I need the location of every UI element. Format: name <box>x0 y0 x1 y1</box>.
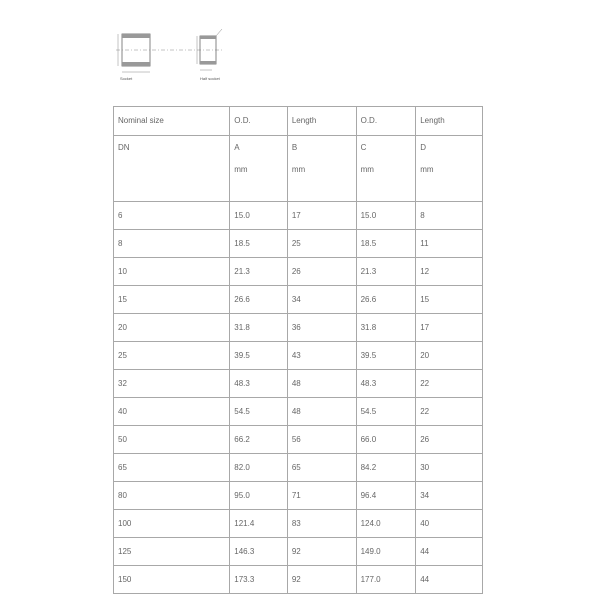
table-row <box>114 454 483 482</box>
table-cell: 26 <box>287 258 356 286</box>
table-cell: 82.0 <box>230 454 288 482</box>
table-cell: 17 <box>287 202 356 230</box>
table-cell: 30 <box>416 454 483 482</box>
table-row <box>114 398 483 426</box>
table-cell: 92 <box>287 538 356 566</box>
table-cell: 96.4 <box>356 482 416 510</box>
table-cell: 12 <box>416 258 483 286</box>
table-cell: 39.5 <box>356 342 416 370</box>
table-cell: 31.8 <box>230 314 288 342</box>
table-cell: 121.4 <box>230 510 288 538</box>
table-cell: 125 <box>114 538 230 566</box>
table-cell: 18.5 <box>356 230 416 258</box>
table-cell: 124.0 <box>356 510 416 538</box>
table-cell: 17 <box>416 314 483 342</box>
table-row <box>114 426 483 454</box>
table-cell: 48.3 <box>356 370 416 398</box>
table-cell: 32 <box>114 370 230 398</box>
table-row <box>114 258 483 286</box>
table-cell: 25 <box>287 230 356 258</box>
table-cell: 31.8 <box>356 314 416 342</box>
table-cell: 40 <box>416 510 483 538</box>
header-row <box>114 107 483 136</box>
units-row <box>114 136 483 202</box>
table-cell: 177.0 <box>356 566 416 594</box>
table-cell: 22 <box>416 398 483 426</box>
socket-caption: Socket <box>120 76 133 81</box>
table-row <box>114 370 483 398</box>
table-cell: 48 <box>287 370 356 398</box>
table-cell: 25 <box>114 342 230 370</box>
table-cell: 20 <box>416 342 483 370</box>
table-cell: 173.3 <box>230 566 288 594</box>
dimensions-table <box>113 106 483 594</box>
table-cell: 26 <box>416 426 483 454</box>
table-cell: 95.0 <box>230 482 288 510</box>
table-cell: 34 <box>287 286 356 314</box>
table-cell: 18.5 <box>230 230 288 258</box>
table-cell: 36 <box>287 314 356 342</box>
table-cell: 66.0 <box>356 426 416 454</box>
header-cell: O.D. <box>356 107 416 136</box>
table-cell: 44 <box>416 538 483 566</box>
table-row <box>114 286 483 314</box>
socket-diagram-icon <box>112 28 232 82</box>
table-cell: 15.0 <box>230 202 288 230</box>
table-row <box>114 538 483 566</box>
table-cell: 8 <box>114 230 230 258</box>
units-cell: A mm <box>230 136 288 202</box>
table-cell: 65 <box>287 454 356 482</box>
header-cell: O.D. <box>230 107 288 136</box>
table-cell: 65 <box>114 454 230 482</box>
table-cell: 15 <box>114 286 230 314</box>
table-cell: 15 <box>416 286 483 314</box>
units-cell: DN <box>114 136 230 202</box>
header-cell: Length <box>416 107 483 136</box>
table-cell: 80 <box>114 482 230 510</box>
table-cell: 21.3 <box>230 258 288 286</box>
table-cell: 11 <box>416 230 483 258</box>
table-row <box>114 342 483 370</box>
table-cell: 39.5 <box>230 342 288 370</box>
table-row <box>114 314 483 342</box>
header-cell: Length <box>287 107 356 136</box>
table-cell: 44 <box>416 566 483 594</box>
table-cell: 66.2 <box>230 426 288 454</box>
table-cell: 71 <box>287 482 356 510</box>
table-cell: 149.0 <box>356 538 416 566</box>
table-cell: 50 <box>114 426 230 454</box>
table-row <box>114 202 483 230</box>
table-cell: 6 <box>114 202 230 230</box>
table-row <box>114 510 483 538</box>
table-cell: 92 <box>287 566 356 594</box>
units-cell: B mm <box>287 136 356 202</box>
table-cell: 150 <box>114 566 230 594</box>
table-cell: 26.6 <box>356 286 416 314</box>
socket-drawing <box>112 28 232 82</box>
table-cell: 21.3 <box>356 258 416 286</box>
table-cell: 48.3 <box>230 370 288 398</box>
table-cell: 43 <box>287 342 356 370</box>
table-cell: 100 <box>114 510 230 538</box>
table-cell: 34 <box>416 482 483 510</box>
table-cell: 54.5 <box>356 398 416 426</box>
units-cell: C mm <box>356 136 416 202</box>
table-row <box>114 482 483 510</box>
table-cell: 10 <box>114 258 230 286</box>
table-cell: 22 <box>416 370 483 398</box>
table-row <box>114 566 483 594</box>
table-row <box>114 230 483 258</box>
table-cell: 83 <box>287 510 356 538</box>
table-cell: 26.6 <box>230 286 288 314</box>
half-socket-caption: Half socket <box>200 76 220 81</box>
table-cell: 20 <box>114 314 230 342</box>
table-cell: 54.5 <box>230 398 288 426</box>
table-cell: 48 <box>287 398 356 426</box>
table-cell: 146.3 <box>230 538 288 566</box>
table-cell: 40 <box>114 398 230 426</box>
header-cell: Nominal size <box>114 107 230 136</box>
table-cell: 56 <box>287 426 356 454</box>
table-cell: 8 <box>416 202 483 230</box>
table-cell: 84.2 <box>356 454 416 482</box>
units-cell: D mm <box>416 136 483 202</box>
table-cell: 15.0 <box>356 202 416 230</box>
